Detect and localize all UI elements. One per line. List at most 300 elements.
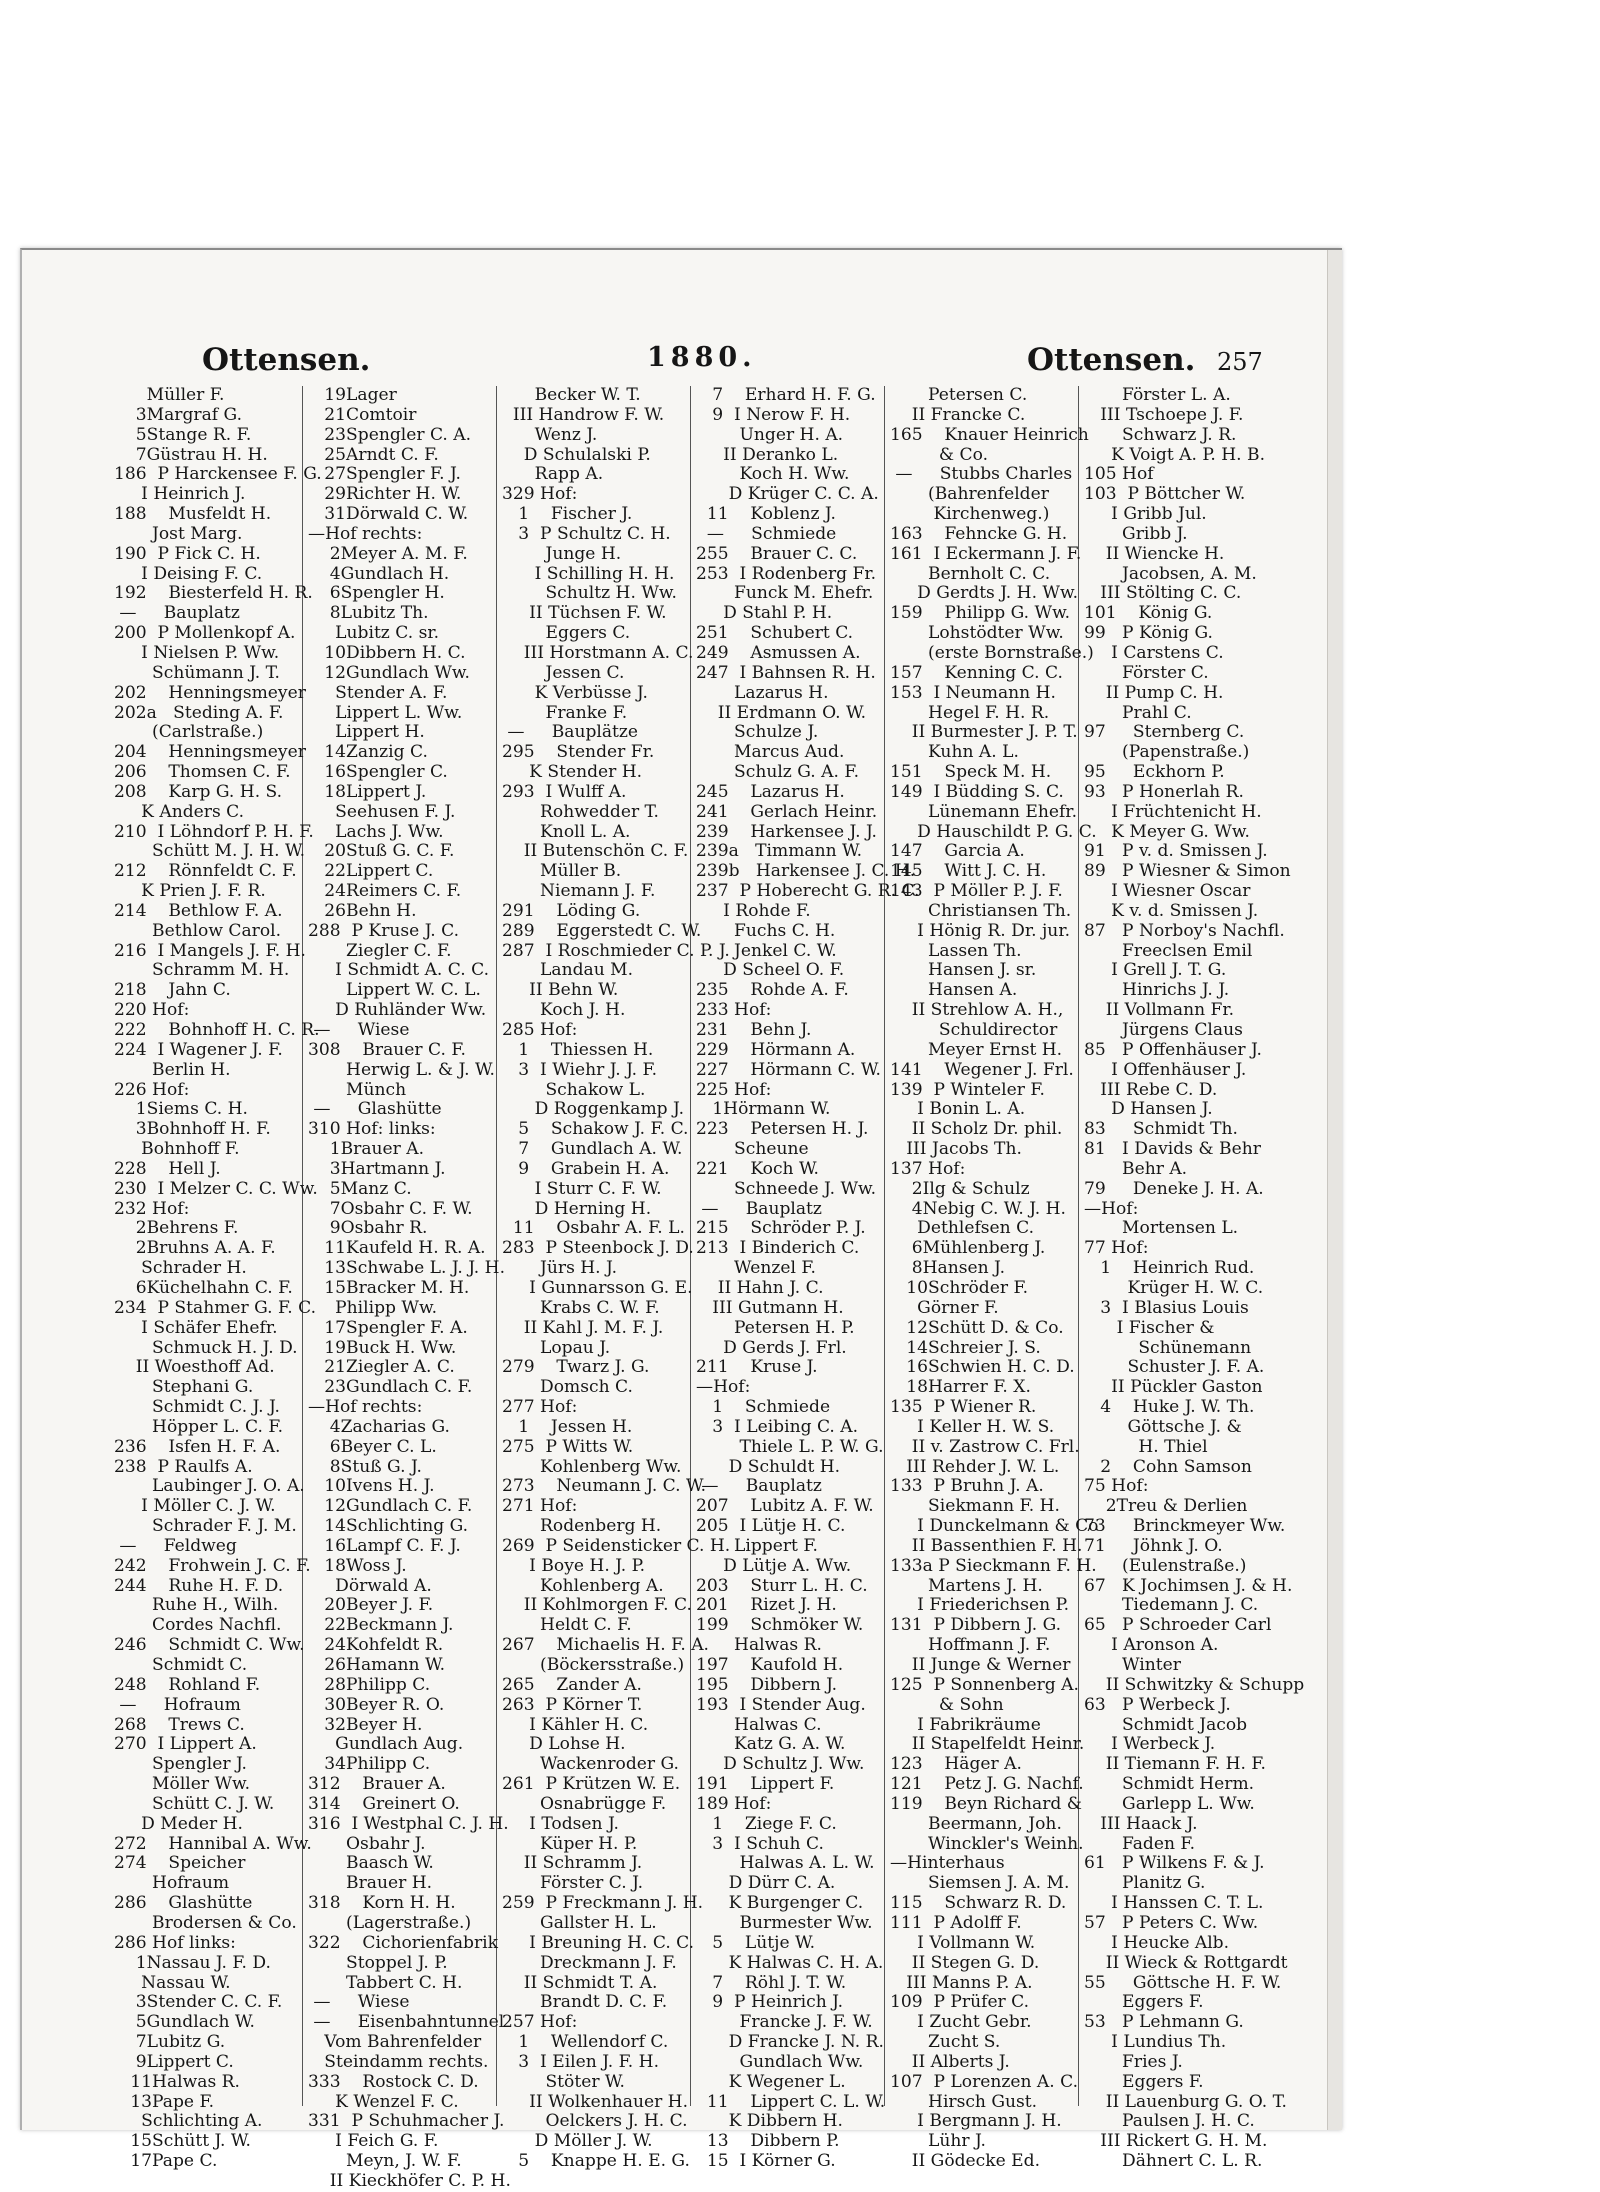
- directory-entry: Cordes Nachfl.: [114, 1615, 282, 1636]
- page-number: 257: [1217, 348, 1263, 376]
- directory-entry: Schmidt Herm.: [1084, 1774, 1255, 1795]
- directory-entry: I Schäfer Ehefr.: [114, 1317, 278, 1338]
- directory-entry: 16Schwien H. C. D.: [890, 1357, 1075, 1378]
- directory-entry: Dethlefsen C.: [890, 1218, 1035, 1239]
- directory-entry: Brodersen & Co.: [114, 1912, 297, 1933]
- directory-entry: H. Thiel: [1084, 1436, 1208, 1457]
- directory-entry: III Haack J.: [1084, 1813, 1198, 1834]
- directory-entry: 1Siems C. H.: [114, 1099, 248, 1120]
- directory-entry: Wenzel F.: [696, 1258, 816, 1279]
- directory-entry: Berlin H.: [114, 1059, 231, 1080]
- directory-entry: 277 Hof:: [502, 1397, 578, 1418]
- directory-entry: D Scheel O. F.: [696, 960, 845, 981]
- directory-entry: Göttsche J. &: [1084, 1416, 1242, 1437]
- directory-entry: 28Philipp C.: [308, 1674, 431, 1695]
- directory-entry: I Gunnarsson G. E.: [502, 1277, 693, 1298]
- directory-entry: Lippert F.: [696, 1535, 818, 1556]
- directory-entry: Krabs C. W. F.: [502, 1297, 660, 1318]
- directory-entry: Hinrichs J. J.: [1084, 980, 1230, 1001]
- directory-entry: 207 Lubitz A. F. W.: [696, 1496, 874, 1517]
- directory-entry: 249 Asmussen A.: [696, 642, 861, 663]
- directory-entry: Mortensen L.: [1084, 1218, 1239, 1239]
- directory-entry: II Lauenburg G. O. T.: [1084, 2091, 1287, 2112]
- directory-entry: 1Nassau J. F. D.: [114, 1952, 271, 1973]
- directory-entry: —Hinterhaus: [890, 1853, 1005, 1874]
- directory-column: [696, 385, 920, 2172]
- directory-entry: 8Hansen J.: [890, 1258, 1006, 1279]
- directory-entry: K Verbüsse J.: [502, 682, 648, 703]
- directory-entry: II Schramm J.: [502, 1853, 643, 1874]
- directory-entry: 159 Philipp G. Ww.: [890, 603, 1071, 624]
- directory-entry: — Bauplatz: [114, 603, 240, 624]
- directory-entry: III Manns P. A.: [890, 1972, 1033, 1993]
- directory-entry: 1 Wellendorf C.: [502, 2032, 669, 2053]
- directory-entry: II Erdmann O. W.: [696, 702, 867, 723]
- directory-entry: Kuhn A. L.: [890, 742, 1019, 763]
- directory-entry: 19Buck H. Ww.: [308, 1337, 457, 1358]
- directory-entry: I Heucke Alb.: [1084, 1932, 1230, 1953]
- directory-entry: Jenkel C. W.: [696, 940, 837, 961]
- directory-entry: 199 Schmöker W.: [696, 1615, 864, 1636]
- directory-entry: 18Woss J.: [308, 1555, 407, 1576]
- directory-entry: 9 Grabein H. A.: [502, 1158, 670, 1179]
- directory-entry: 291 Löding G.: [502, 900, 641, 921]
- directory-entry: 65 P Schroeder Carl: [1084, 1615, 1272, 1636]
- directory-entry: I Sturr C. F. W.: [502, 1178, 662, 1199]
- directory-entry: Rapp A.: [502, 464, 604, 485]
- directory-entry: 83 Schmidt Th.: [1084, 1119, 1238, 1140]
- directory-entry: I Fischer &: [1084, 1317, 1215, 1338]
- directory-entry: Koch J. H.: [502, 1000, 626, 1021]
- directory-entry: 224 I Wagener J. F.: [114, 1039, 283, 1060]
- directory-entry: Hegel F. H. R.: [890, 702, 1050, 723]
- directory-entry: 331 P Schuhmacher J.: [308, 2111, 505, 2132]
- directory-entry: Jürs H. J.: [502, 1258, 618, 1279]
- directory-entry: Lippert H.: [308, 722, 425, 743]
- directory-entry: 215 Schröder P. J.: [696, 1218, 866, 1239]
- directory-entry: K Voigt A. P. H. B.: [1084, 444, 1266, 465]
- directory-entry: 263 P Körner T.: [502, 1694, 643, 1715]
- header-street-right: Ottensen.: [1027, 342, 1196, 378]
- directory-entry: II Hahn J. C.: [696, 1277, 824, 1298]
- directory-entry: 151 Speck M. H.: [890, 762, 1052, 783]
- directory-entry: 246 Schmidt C. Ww.: [114, 1635, 305, 1656]
- directory-entry: Höpper L. C. F.: [114, 1416, 284, 1437]
- directory-entry: Dreckmann J. F.: [502, 1952, 677, 1973]
- directory-entry: Gundlach Ww.: [696, 2051, 864, 2072]
- directory-entry: Bernholt C. C.: [890, 563, 1051, 584]
- directory-entry: II Tiemann F. H. F.: [1084, 1754, 1266, 1775]
- directory-entry: III Handrow F. W.: [502, 404, 665, 425]
- directory-entry: & Co.: [890, 444, 989, 465]
- directory-entry: Schümann J. T.: [114, 662, 280, 683]
- directory-entry: Hansen J. sr.: [890, 960, 1037, 981]
- directory-entry: Münch: [308, 1079, 407, 1100]
- directory-entry: I Nielsen P. Ww.: [114, 642, 280, 663]
- directory-entry: I Deising F. C.: [114, 563, 263, 584]
- directory-entry: 201 Rizet J. H.: [696, 1595, 837, 1616]
- directory-entry: Möller Ww.: [114, 1774, 251, 1795]
- directory-entry: K Meyer G. Ww.: [1084, 821, 1250, 842]
- directory-entry: 15Bracker M. H.: [308, 1277, 470, 1298]
- directory-entry: Hofraum: [114, 1873, 230, 1894]
- directory-entry: Schmuck H. J. D.: [114, 1337, 298, 1358]
- directory-entry: II Stapelfeldt Heinr.: [890, 1734, 1085, 1755]
- directory-entry: 11Halwas R.: [114, 2071, 240, 2092]
- directory-entry: Schütt C. J. W.: [114, 1793, 275, 1814]
- directory-entry: Förster C.: [1084, 662, 1209, 683]
- directory-column: [1084, 385, 1305, 2172]
- directory-entry: II Burmester J. P. T.: [890, 722, 1078, 743]
- directory-entry: 99 P König G.: [1084, 623, 1213, 644]
- directory-entry: I Offenhäuser J.: [1084, 1059, 1247, 1080]
- directory-entry: Halwas A. L. W.: [696, 1853, 875, 1874]
- directory-entry: III Gutmann H.: [696, 1297, 844, 1318]
- directory-entry: I Lundius Th.: [1084, 2032, 1227, 2053]
- directory-entry: I Rohde F.: [696, 900, 811, 921]
- directory-entry: Schlichting A.: [114, 2111, 263, 2132]
- directory-entry: 25Arndt C. F.: [308, 444, 439, 465]
- directory-entry: D Hansen J.: [1084, 1099, 1213, 1120]
- directory-entry: 248 Rohland F.: [114, 1674, 261, 1695]
- directory-entry: K Halwas C. H. A.: [696, 1952, 884, 1973]
- directory-entry: 3Stender C. C. F.: [114, 1992, 283, 2013]
- directory-entry: 234 P Stahmer G. F. C.: [114, 1297, 317, 1318]
- directory-entry: D Möller J. W.: [502, 2131, 653, 2152]
- directory-entry: K Prien J. F. R.: [114, 881, 266, 902]
- directory-entry: 18Harrer F. X.: [890, 1377, 1031, 1398]
- directory-entry: II Butenschön C. F.: [502, 841, 689, 862]
- directory-entry: D Ruhländer Ww.: [308, 1000, 487, 1021]
- directory-entry: 265 Zander A.: [502, 1674, 642, 1695]
- directory-entry: Eggers F.: [1084, 1992, 1204, 2013]
- directory-entry: Stöter W.: [502, 2071, 625, 2092]
- directory-entry: Bethlow Carol.: [114, 920, 282, 941]
- directory-entry: 1 Heinrich Rud.: [1084, 1258, 1255, 1279]
- directory-entry: 4 Huke J. W. Th.: [1084, 1397, 1255, 1418]
- directory-entry: 119 Beyn Richard &: [890, 1793, 1083, 1814]
- directory-entry: Lubitz C. sr.: [308, 623, 440, 644]
- directory-entry: 2Ilg & Schulz: [890, 1178, 1030, 1199]
- directory-columns: [114, 385, 1305, 2191]
- directory-entry: 225 Hof:: [696, 1079, 772, 1100]
- directory-entry: Förster C. J.: [502, 1873, 644, 1894]
- directory-entry: Meyn, J. W. F.: [308, 2151, 462, 2172]
- directory-entry: K Wegener L.: [696, 2071, 846, 2092]
- directory-entry: Tiedemann J. C.: [1084, 1595, 1259, 1616]
- directory-entry: 226 Hof:: [114, 1079, 190, 1100]
- directory-entry: I Todsen J.: [502, 1813, 619, 1834]
- directory-entry: 318 Korn H. H.: [308, 1893, 456, 1914]
- directory-entry: 107 P Lorenzen A. C.: [890, 2071, 1079, 2092]
- directory-entry: 333 Rostock C. D.: [308, 2071, 479, 2092]
- directory-entry: Laubinger J. O. A.: [114, 1476, 305, 1497]
- directory-entry: 165 Knauer Heinrich: [890, 424, 1089, 445]
- directory-entry: Osbahr J.: [308, 1833, 426, 1854]
- directory-entry: 251 Schubert C.: [696, 623, 854, 644]
- directory-entry: 24Kohfeldt R.: [308, 1635, 444, 1656]
- directory-entry: Osnabrügge F.: [502, 1793, 667, 1814]
- directory-entry: 7 Erhard H. F. G.: [696, 385, 876, 405]
- page-edge: [1327, 250, 1342, 2130]
- directory-entry: 93 P Honerlah R.: [1084, 781, 1244, 802]
- directory-entry: II Scholz Dr. phil.: [890, 1119, 1063, 1140]
- directory-entry: Schneede J. Ww.: [696, 1178, 877, 1199]
- directory-entry: Kohlenberg A.: [502, 1575, 664, 1596]
- directory-entry: 1Hörmann W.: [696, 1099, 831, 1120]
- directory-entry: 153 I Neumann H.: [890, 682, 1056, 703]
- directory-entry: Lohstödter Ww.: [890, 623, 1064, 644]
- directory-entry: 6Spengler H.: [308, 583, 445, 604]
- directory-entry: 137 Hof:: [890, 1158, 966, 1179]
- directory-entry: D Roggenkamp J.: [502, 1099, 685, 1120]
- directory-entry: Ruhe H., Wilh.: [114, 1595, 279, 1616]
- directory-entry: Herwig L. & J. W.: [308, 1059, 495, 1080]
- directory-entry: 316 I Westphal C. J. H.: [308, 1813, 509, 1834]
- directory-entry: 139 P Winteler F.: [890, 1079, 1045, 1100]
- directory-entry: 239b Harkensee J. C. H.: [696, 861, 916, 882]
- directory-entry: Knoll L. A.: [502, 821, 631, 842]
- directory-entry: 16Spengler C.: [308, 762, 448, 783]
- directory-entry: 216 I Mangels J. F. H.: [114, 940, 306, 961]
- directory-entry: 12Schütt D. & Co.: [890, 1317, 1064, 1338]
- directory-entry: 231 Behn J.: [696, 1020, 812, 1040]
- directory-entry: 101 König G.: [1084, 603, 1213, 624]
- directory-entry: Wenz J.: [502, 424, 598, 445]
- directory-entry: 329 Hof:: [502, 484, 578, 505]
- directory-entry: Gundlach Aug.: [308, 1734, 464, 1755]
- directory-entry: K Wenzel F. C.: [308, 2091, 459, 2112]
- directory-entry: 218 Jahn C.: [114, 980, 231, 1001]
- directory-entry: 95 Eckhorn P.: [1084, 762, 1225, 783]
- directory-entry: Philipp Ww.: [308, 1297, 438, 1318]
- directory-entry: — Bauplatz: [696, 1198, 822, 1219]
- directory-entry: 213 I Binderich C.: [696, 1238, 860, 1259]
- directory-entry: K Stender H.: [502, 762, 643, 783]
- directory-entry: 24Reimers C. F.: [308, 881, 462, 902]
- directory-entry: 105 Hof: [1084, 464, 1154, 485]
- directory-entry: 103 P Böttcher W.: [1084, 484, 1246, 505]
- directory-entry: 236 Isfen H. F. A.: [114, 1436, 281, 1457]
- directory-entry: K Anders C.: [114, 801, 245, 822]
- directory-entry: 20Stuß G. C. F.: [308, 841, 455, 862]
- directory-column: [114, 385, 322, 2172]
- directory-entry: 63 P Werbeck J.: [1084, 1694, 1231, 1715]
- directory-entry: 123 Häger A.: [890, 1754, 1022, 1775]
- directory-entry: 228 Hell J.: [114, 1158, 221, 1179]
- directory-entry: Winter: [1084, 1655, 1181, 1675]
- directory-entry: 7 Gundlach A. W.: [502, 1139, 683, 1160]
- directory-entry: 227 Hörmann C. W.: [696, 1059, 881, 1080]
- directory-entry: 163 Fehncke G. H.: [890, 523, 1068, 544]
- directory-entry: 115 Schwarz R. D.: [890, 1893, 1067, 1914]
- directory-entry: D Lohse H.: [502, 1734, 626, 1755]
- directory-entry: Winckler's Weinh.: [890, 1833, 1084, 1854]
- directory-entry: Siekmann F. H.: [890, 1496, 1060, 1517]
- directory-entry: 81 I Davids & Behr: [1084, 1139, 1261, 1160]
- directory-entry: Eggers C.: [502, 623, 631, 644]
- directory-entry: II Alberts J.: [890, 2051, 1010, 2072]
- directory-entry: 22Beckmann J.: [308, 1615, 454, 1636]
- directory-entry: 195 Dibbern J.: [696, 1674, 838, 1695]
- directory-entry: Lippert W. C. L.: [308, 980, 481, 1001]
- directory-entry: Christiansen Th.: [890, 900, 1072, 921]
- directory-entry: Funck M. Ehefr.: [696, 583, 874, 604]
- directory-entry: 295 Stender Fr.: [502, 742, 655, 763]
- directory-entry: 2Behrens F.: [114, 1218, 239, 1239]
- directory-entry: 312 Brauer A.: [308, 1774, 446, 1795]
- directory-entry: II Pump C. H.: [1084, 682, 1224, 703]
- directory-entry: 6Küchelhahn C. F.: [114, 1277, 293, 1298]
- directory-entry: 15Schütt J. W.: [114, 2131, 251, 2152]
- directory-entry: Petersen H. P.: [696, 1317, 855, 1338]
- directory-entry: — Bauplätze: [502, 722, 639, 743]
- directory-entry: 89 P Wiesner & Simon: [1084, 861, 1291, 882]
- directory-entry: 157 Kenning C. C.: [890, 662, 1063, 683]
- directory-entry: 242 Frohwein J. C. F.: [114, 1555, 311, 1576]
- directory-entry: Schütt M. J. H. W.: [114, 841, 306, 862]
- directory-entry: 10Schröder F.: [890, 1277, 1029, 1298]
- directory-entry: 7Güstrau H. H.: [114, 444, 268, 465]
- directory-entry: III Rickert G. H. M.: [1084, 2131, 1268, 2152]
- directory-entry: 5 Schakow J. F. C.: [502, 1119, 689, 1140]
- directory-entry: II Behn W.: [502, 980, 619, 1001]
- directory-entry: 10Ivens H. J.: [308, 1476, 435, 1497]
- directory-entry: III Jacobs Th.: [890, 1139, 1022, 1160]
- directory-entry: 77 Hof:: [1084, 1238, 1149, 1259]
- directory-entry: 193 I Stender Aug.: [696, 1694, 866, 1715]
- directory-entry: II Francke C.: [890, 404, 1026, 425]
- directory-entry: Freeclsen Emil: [1084, 940, 1253, 961]
- directory-entry: 34Philipp C.: [308, 1754, 431, 1775]
- directory-entry: 3 I Eilen J. F. H.: [502, 2051, 659, 2072]
- directory-entry: D Stahl P. H.: [696, 603, 833, 624]
- directory-entry: Halwas R.: [696, 1635, 822, 1656]
- directory-entry: 285 Hof:: [502, 1020, 578, 1040]
- directory-entry: 186 P Harckensee F. G.: [114, 464, 322, 485]
- directory-entry: D Dürr C. A.: [696, 1873, 836, 1894]
- directory-entry: 11 Lippert C. L. W.: [696, 2091, 886, 2112]
- directory-entry: 3 I Schuh C.: [696, 1833, 824, 1854]
- directory-entry: Lachs J. Ww.: [308, 821, 444, 842]
- directory-entry: 257 Hof:: [502, 2012, 578, 2033]
- directory-entry: 97 Sternberg C.: [1084, 722, 1245, 743]
- directory-entry: 287 I Roschmieder C. P. J.: [502, 940, 730, 961]
- directory-entry: Rodenberg H.: [502, 1516, 662, 1537]
- directory-entry: 12Gundlach Ww.: [308, 662, 470, 683]
- directory-entry: 267 Michaelis H. F. A.: [502, 1635, 709, 1656]
- directory-column: [308, 385, 511, 2191]
- directory-entry: I Schmidt A. C. C.: [308, 960, 490, 981]
- directory-entry: — Schmiede: [696, 523, 837, 544]
- directory-entry: Junge H.: [502, 543, 622, 564]
- directory-entry: Müller B.: [502, 861, 622, 882]
- directory-entry: 1 Fischer J.: [502, 504, 633, 525]
- directory-entry: I Bonin L. A.: [890, 1099, 1026, 1120]
- directory-entry: 4Gundlach H.: [308, 563, 450, 584]
- directory-entry: —Hof:: [696, 1377, 751, 1398]
- directory-entry: I Vollmann W.: [890, 1932, 1036, 1953]
- directory-entry: Steindamm rechts.: [308, 2051, 489, 2072]
- directory-entry: III Rebe C. D.: [1084, 1079, 1218, 1100]
- directory-entry: — Glashütte: [308, 1099, 442, 1120]
- directory-entry: D Schultz J. Ww.: [696, 1754, 865, 1775]
- directory-entry: 55 Göttsche H. F. W.: [1084, 1972, 1282, 1993]
- directory-entry: 261 P Krützen W. E.: [502, 1774, 681, 1795]
- directory-entry: 111 P Adolff F.: [890, 1912, 1022, 1933]
- directory-entry: Wackenroder G.: [502, 1754, 679, 1775]
- directory-entry: — Stubbs Charles: [890, 464, 1073, 485]
- directory-entry: III Horstmann A. C.: [502, 642, 694, 663]
- directory-entry: 241 Gerlach Heinr.: [696, 801, 878, 822]
- directory-entry: Baasch W.: [308, 1853, 434, 1874]
- directory-entry: 235 Rohde A. F.: [696, 980, 849, 1001]
- directory-entry: 6Beyer C. L.: [308, 1436, 437, 1457]
- directory-entry: 14Schreier J. S.: [890, 1337, 1041, 1358]
- directory-entry: Hoffmann J. F.: [890, 1635, 1051, 1656]
- directory-entry: 30Beyer R. O.: [308, 1694, 445, 1715]
- directory-entry: Schulze J.: [696, 722, 819, 743]
- directory-entry: 9 P Heinrich J.: [696, 1992, 844, 2013]
- directory-entry: Landau M.: [502, 960, 634, 981]
- directory-entry: Tabbert C. H.: [308, 1972, 463, 1993]
- directory-entry: 8Lubitz Th.: [308, 603, 429, 624]
- directory-entry: Rohwedder T.: [502, 801, 659, 822]
- directory-entry: Schünemann: [1084, 1337, 1252, 1358]
- directory-entry: I Keller H. W. S.: [890, 1416, 1055, 1437]
- directory-entry: 244 Ruhe H. F. D.: [114, 1575, 284, 1596]
- directory-page: [20, 248, 1342, 2191]
- directory-entry: 202 Henningsmeyer: [114, 682, 306, 703]
- directory-entry: 67 K Jochimsen J. & H.: [1084, 1575, 1293, 1596]
- directory-entry: Beermann, Joh.: [890, 1813, 1062, 1834]
- directory-entry: D Gerdts J. H. Ww.: [890, 583, 1079, 604]
- directory-entry: Jürgens Claus: [1084, 1020, 1243, 1040]
- directory-entry: 289 Eggerstedt C. W.: [502, 920, 702, 941]
- directory-entry: Schakow L.: [502, 1079, 646, 1100]
- directory-entry: 71 Jöhnk J. O.: [1084, 1535, 1223, 1556]
- directory-entry: 222 Bohnhoff H. C. R.: [114, 1020, 320, 1040]
- directory-entry: 133a P Sieckmann F. H.: [890, 1555, 1097, 1576]
- directory-entry: 3 I Blasius Louis: [1084, 1297, 1249, 1318]
- directory-entry: 26Behn H.: [308, 900, 417, 921]
- directory-entry: —Hof rechts:: [308, 1397, 423, 1418]
- directory-entry: 11 Koblenz J.: [696, 504, 836, 525]
- directory-entry: Lünemann Ehefr.: [890, 801, 1078, 822]
- directory-entry: 189 Hof:: [696, 1793, 772, 1814]
- directory-entry: 279 Twarz J. G.: [502, 1357, 650, 1378]
- directory-entry: I Boye H. J. P.: [502, 1555, 646, 1576]
- directory-entry: Garlepp L. Ww.: [1084, 1793, 1255, 1814]
- directory-entry: Gallster H. L.: [502, 1912, 657, 1933]
- directory-entry: Schrader F. J. M.: [114, 1516, 297, 1537]
- directory-entry: 203 Sturr L. H. C.: [696, 1575, 868, 1596]
- directory-entry: 1 Thiessen H.: [502, 1039, 654, 1060]
- directory-entry: 143 P Möller P. J. F.: [890, 881, 1063, 902]
- directory-entry: I Heinrich J.: [114, 484, 246, 505]
- directory-entry: Lopau J.: [502, 1337, 611, 1358]
- directory-entry: 75 Hof:: [1084, 1476, 1149, 1497]
- directory-entry: 322 Cichorienfabrik: [308, 1932, 499, 1953]
- directory-entry: & Sohn: [890, 1694, 1004, 1715]
- directory-entry: — Bauplatz: [696, 1476, 822, 1497]
- directory-entry: II Deranko L.: [696, 444, 839, 465]
- directory-entry: 211 Kruse J.: [696, 1357, 818, 1378]
- directory-entry: Dähnert C. L. R.: [1084, 2151, 1263, 2172]
- directory-entry: 2Meyer A. M. F.: [308, 543, 468, 564]
- directory-entry: I Werbeck J.: [1084, 1734, 1216, 1755]
- header-street-left: Ottensen.: [202, 342, 371, 378]
